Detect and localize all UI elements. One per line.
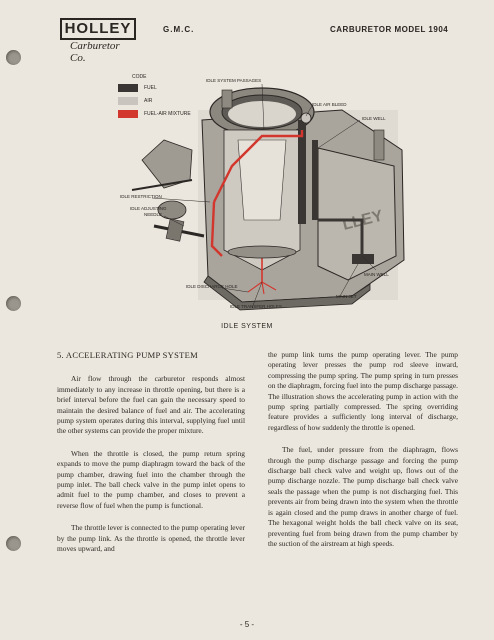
left-column bbox=[57, 350, 245, 567]
legend-title: CODE bbox=[132, 74, 147, 80]
callout-idle-adjusting-needle-line1: IDLE ADJUSTING bbox=[130, 206, 167, 211]
legend-swatch-air bbox=[118, 97, 138, 105]
callout-idle-air-bleed: IDLE AIR BLEED bbox=[312, 102, 347, 107]
legend-label-mixture: FUEL-AIR MIXTURE bbox=[144, 111, 191, 117]
right-column bbox=[268, 350, 458, 561]
legend-label-air: AIR bbox=[144, 98, 153, 104]
header-make: G.M.C. bbox=[163, 25, 195, 34]
callout-main-jet: MAIN JET bbox=[336, 294, 357, 299]
callout-idle-adjusting-needle-line2: NEEDLE bbox=[144, 212, 163, 217]
paragraph-3: The throttle lever is connected to the pump operating lever by the pump link. As the throttle is opened, the throttle lever moves upward, and bbox=[57, 523, 245, 554]
legend-swatch-fuel bbox=[118, 84, 138, 92]
logo-wordmark: HOLLEY bbox=[60, 18, 136, 40]
paragraph-5: The fuel, under pressure from the diaphragm, flows through the pump discharge passage and forcing the pump discharge ball check valve and weight up, flows out of the pump discharge nozzle. The pump discharge ball check valve seals the passage when the pump is not discharging fuel. This prevents air from being drawn into the system when the throttle is again closed and the pump draws in another charge of fuel. The hexagonal weight holds the ball check valve on its seat, preventing fuel from being drawn from the pump chamber by the suction of the airstream at high speeds. bbox=[268, 445, 458, 548]
punch-hole-middle bbox=[6, 296, 21, 311]
page-number: - 5 - bbox=[239, 620, 255, 629]
callout-idle-restriction: IDLE RESTRICTION bbox=[120, 194, 162, 199]
svg-text:LLEY: LLEY bbox=[340, 207, 385, 234]
header-model: CARBURETOR MODEL 1904 bbox=[330, 25, 449, 34]
paragraph-4: the pump link turns the pump operating lever. The pump operating lever presses the pump rod sleeve inward, compressing the pump spring. The pump spring in turn presses on the diaphragm, forcing fuel into the pump discharge passage. The illustration shows the accelerating pump in action with the pump spring partially compressed. The spring overriding feature provides a sufficiently long interval of discharge, regardless of how suddenly the throttle is opened. bbox=[268, 350, 458, 432]
callout-idle-discharge-hole: IDLE DISCHARGE HOLE bbox=[186, 284, 238, 289]
paragraph-1: Air flow through the carburetor responds almost immediately to any increase in throttle opening, but there is a brief interval before the fuel can gain the necessary speed to maintain the desired balance of fuel and air. The accelerating pump system operates during this interval, supplying fuel until the other systems can provide the proper mixture. bbox=[57, 374, 245, 436]
paragraph-2: When the throttle is closed, the pump return spring expands to move the pump diaphragm toward the back of the pump chamber, drawing fuel into the chamber through the pump inlet. The ball check valve in the pump inlet opens to admit fuel to the pump chamber, and closes to prevent a reverse flow of fuel when the pump is functional. bbox=[57, 448, 245, 510]
legend-swatch-mixture bbox=[118, 110, 138, 118]
punch-hole-bottom bbox=[6, 536, 21, 551]
section-title: 5. ACCELERATING PUMP SYSTEM bbox=[57, 350, 198, 360]
callout-idle-well: IDLE WELL bbox=[362, 116, 386, 121]
figure-caption: IDLE SYSTEM bbox=[221, 323, 273, 330]
logo-subtitle: Carburetor Co. bbox=[70, 40, 120, 64]
punch-hole-top bbox=[6, 50, 21, 65]
callout-main-well: MAIN WELL bbox=[364, 272, 389, 277]
legend-label-fuel: FUEL bbox=[144, 85, 157, 91]
callout-idle-transfer-holes: IDLE TRANSFER HOLES bbox=[230, 304, 282, 309]
callout-idle-system-passages: IDLE SYSTEM PASSAGES bbox=[206, 78, 262, 83]
holley-logo bbox=[60, 18, 136, 64]
idle-system-diagram bbox=[112, 70, 418, 316]
